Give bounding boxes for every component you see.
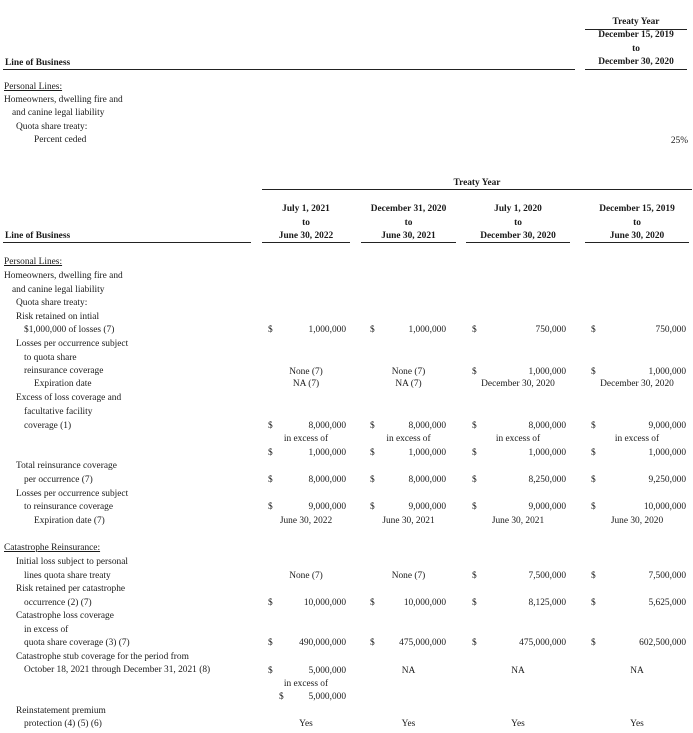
excess-bottom-value: 1,000,000 [308,448,346,458]
excess-top-value-dollar: $ [268,421,273,431]
total-coverage-value-dollar: $ [370,475,375,485]
expiration-value: NA (7) [395,379,422,389]
cat-stub-label2: October 18, 2021 through December 31, 2021 (8) [24,665,211,675]
excess-in-excess-of: in excess of [283,434,329,444]
excess-bottom-value: 1,000,000 [648,448,686,458]
losses-qs-value-dollar: $ [472,367,477,377]
treaty-year-header: Treaty Year [453,178,501,188]
col-header-to-word: to [302,218,310,228]
pl-treaty: Quota share treaty: [16,298,88,308]
total-coverage-value-dollar: $ [591,475,596,485]
top-col-title: Treaty Year [612,17,660,27]
cat-stub-dollar-top: $ [268,666,273,676]
risk-retained-value: 1,000,000 [408,325,446,335]
pl-losses-ri-label2: to reinsurance coverage [24,502,114,512]
losses-ri-value: 9,000,000 [408,502,446,512]
cat-loss-value: 475,000,000 [519,638,566,648]
total-coverage-value: 9,250,000 [648,475,686,485]
col-header-rule [585,242,689,243]
excess-top-value-dollar: $ [370,421,375,431]
pl-risk-label1: Risk retained on intial [16,312,100,322]
total-coverage-value: 8,000,000 [408,475,446,485]
pl-losses-ri-label1: Losses per occurrence subject [16,489,129,499]
cat-loss-value-dollar: $ [370,638,375,648]
excess-top-value: 9,000,000 [648,421,686,431]
losses-ri-value: 9,000,000 [308,502,346,512]
top-percent-label: Percent ceded [34,135,87,145]
cat-initial-value: 7,500,000 [528,571,566,581]
excess-in-excess-of: in excess of [386,434,431,444]
col-header-from: December 31, 2020 [370,204,447,214]
excess-bottom-value-dollar: $ [370,448,375,458]
cat-stub-top: 5,000,000 [308,666,346,676]
pl-excess-label3: coverage (1) [24,421,72,431]
cat-reinst-value: Yes [511,719,525,729]
pl-risk-label2: $1,000,000 of losses (7) [24,325,115,335]
cat-reinst-label1: Reinstatement premium [16,706,106,716]
cat-risk-value-dollar: $ [472,598,477,608]
cat-initial-value: 7,500,000 [648,571,686,581]
losses-ri-value: 9,000,000 [528,502,566,512]
excess-bottom-value: 1,000,000 [528,448,566,458]
cat-reinst-value: Yes [299,719,313,729]
col-header-to: December 30, 2020 [480,231,556,241]
excess-top-value-dollar: $ [591,421,596,431]
cat-risk-label1: Risk retained per catastrophe [16,584,126,594]
cat-initial-value: None (7) [391,571,426,581]
risk-retained-value-dollar: $ [268,325,273,335]
losses-ri-value-dollar: $ [591,502,596,512]
pl-excess-label1: Excess of loss coverage and [16,393,122,403]
top-lob-line1: Homeowners, dwelling fire and [4,95,123,105]
cat-initial-value: None (7) [289,571,323,581]
pl-excess-label2: facultative facility [24,407,93,417]
total-coverage-value: 8,000,000 [308,475,346,485]
excess-in-excess-of: in excess of [495,434,541,444]
cat-initial-label2: lines quota share treaty [24,571,111,581]
cat-loss-value-dollar: $ [268,638,273,648]
total-coverage-value: 8,250,000 [528,475,566,485]
total-coverage-value-dollar: $ [268,475,273,485]
top-lob-line2: and canine legal liability [12,108,105,118]
main-lob-rule [3,242,251,243]
risk-retained-value-dollar: $ [591,325,596,335]
risk-retained-value-dollar: $ [472,325,477,335]
risk-retained-value: 1,000,000 [308,325,346,335]
excess-top-value: 8,000,000 [308,421,346,431]
risk-retained-value: 750,000 [535,325,566,335]
losses-qs-value-dollar: $ [591,367,596,377]
col-header-from: July 1, 2021 [282,204,330,214]
cat-risk-value: 10,000,000 [303,598,346,608]
cat-title: Catastrophe Reinsurance: [4,543,101,553]
cat-reinst-value: Yes [401,719,416,729]
pl-expiration7-label: Expiration date (7) [34,516,105,526]
pl-lob-line1: Homeowners, dwelling fire and [4,271,123,281]
total-coverage-value-dollar: $ [472,475,477,485]
cat-risk-value: 5,625,000 [648,598,686,608]
pl-losses-qs-label3: reinsurance coverage [24,366,104,376]
cat-stub-bottom: 5,000,000 [308,692,346,702]
col-header-rule [262,242,350,243]
losses-ri-value-dollar: $ [370,502,375,512]
top-col-to: December 30, 2020 [598,57,674,67]
excess-in-excess-of: in excess of [614,434,660,444]
top-section-title: Personal Lines: [4,82,63,92]
losses-qs-value: None (7) [289,367,323,377]
cat-stub-na: NA [511,666,525,676]
treaty-year-rule [262,189,692,190]
excess-bottom-value: 1,000,000 [408,448,446,458]
top-col-to-word: to [632,44,640,54]
cat-risk-value: 8,125,000 [528,598,566,608]
col-header-to: June 30, 2021 [381,231,436,241]
cat-loss-value-dollar: $ [472,638,477,648]
excess-top-value: 8,000,000 [528,421,566,431]
col-header-to-word: to [404,218,413,228]
cat-risk-value: 10,000,000 [403,598,446,608]
expiration-value: NA (7) [292,379,320,389]
cat-stub-na: NA [630,666,644,676]
col-header-to: June 30, 2020 [609,231,665,241]
col-header-from: July 1, 2020 [494,204,542,214]
top-lob-header: Line of Business [5,58,71,68]
top-lob-rule [3,69,575,70]
risk-retained-value: 750,000 [655,325,686,335]
losses-ri-value-dollar: $ [268,502,273,512]
cat-loss-value: 490,000,000 [299,638,346,648]
losses-qs-value: 1,000,000 [528,367,566,377]
excess-bottom-value-dollar: $ [268,448,273,458]
excess-bottom-value-dollar: $ [472,448,477,458]
losses-ri-value-dollar: $ [472,502,477,512]
pl-total-label1: Total reinsurance coverage [16,461,117,471]
expiration7-value: June 30, 2021 [382,516,435,526]
losses-qs-value: None (7) [391,367,426,377]
cat-risk-value-dollar: $ [370,598,375,608]
cat-loss-label1: Catastrophe loss coverage [16,611,114,621]
col-header-rule [361,242,456,243]
expiration-value: December 30, 2020 [481,379,555,389]
cat-initial-value-dollar: $ [591,571,596,581]
pl-losses-qs-label2: to quota share [24,353,77,363]
excess-top-value: 8,000,000 [408,421,446,431]
cat-stub-label1: Catastrophe stub coverage for the period from [16,652,189,662]
cat-loss-label3: quota share coverage (3) (7) [24,638,130,648]
pl-expiration-label: Expiration date [34,379,92,389]
pl-title: Personal Lines: [4,257,63,267]
cat-reinst-value: Yes [630,719,644,729]
pl-lob-line2: and canine legal liability [12,285,105,295]
top-col-from: December 15, 2019 [598,30,674,40]
col-header-to: June 30, 2022 [278,231,334,241]
excess-bottom-value-dollar: $ [591,448,596,458]
expiration7-value: June 30, 2020 [610,516,664,526]
losses-ri-value: 10,000,000 [643,502,686,512]
main-lob-header: Line of Business [5,231,71,241]
top-treaty: Quota share treaty: [16,122,88,132]
col-header-to-word: to [633,218,641,228]
cat-initial-label1: Initial loss subject to personal [16,557,128,567]
cat-reinst-label2: protection (4) (5) (6) [24,719,102,729]
cat-initial-value-dollar: $ [472,571,477,581]
excess-top-value-dollar: $ [472,421,477,431]
cat-risk-label2: occurrence (2) (7) [24,598,92,608]
cat-stub-in-excess: in excess of [283,679,329,689]
top-col-header-rule [585,69,687,70]
cat-loss-label2: in excess of [24,625,69,635]
cat-loss-value: 475,000,000 [399,638,446,648]
col-header-rule [466,242,570,243]
cat-loss-value-dollar: $ [591,638,596,648]
col-header-from: December 15, 2019 [599,204,675,214]
cat-risk-value-dollar: $ [268,598,273,608]
pl-total-label2: per occurrence (7) [24,475,93,485]
top-percent-value: 25% [670,136,688,146]
losses-qs-value: 1,000,000 [648,367,686,377]
cat-stub-na: NA [401,666,416,676]
expiration-value: December 30, 2020 [600,379,674,389]
col-header-to-word: to [514,218,522,228]
cat-loss-value: 602,500,000 [639,638,686,648]
risk-retained-value-dollar: $ [370,325,375,335]
expiration7-value: June 30, 2021 [491,516,545,526]
cat-stub-dollar-bottom: $ [279,692,284,702]
pl-losses-qs-label1: Losses per occurrence subject [16,339,129,349]
expiration7-value: June 30, 2022 [279,516,333,526]
cat-risk-value-dollar: $ [591,598,596,608]
